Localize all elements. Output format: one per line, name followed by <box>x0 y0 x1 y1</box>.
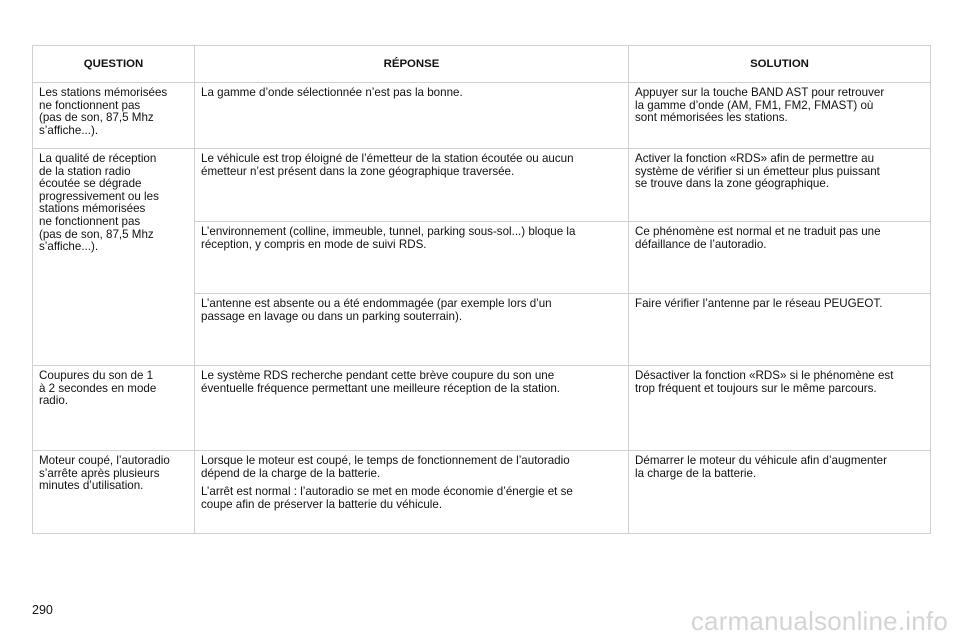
answer-cell <box>195 222 629 294</box>
solution-cell: Activer la fonction «RDS» afin de permettre au système de vérifier si un émetteur plus puissant se trouve dans la zone géographique. <box>629 149 931 222</box>
question-cell: La qualité de réception de la station radio écoutée se dégrade progressivement ou les stations mémorisées ne fonctionnent pas (pas de son, 87,5 Mhz s’affiche...). <box>33 149 195 366</box>
table-row <box>33 366 931 451</box>
solution-cell: Désactiver la fonction «RDS» si le phénomène est trop fréquent et toujours sur le même parcours. <box>629 366 931 451</box>
answer-cell <box>195 83 629 149</box>
solution-cell: Ce phénomène est normal et ne traduit pas une défaillance de l’autoradio. <box>629 222 931 294</box>
header-solution: SOLUTION <box>629 46 931 83</box>
table-row <box>33 451 931 534</box>
question-cell: Moteur coupé, l’autoradio s’arrête après plusieurs minutes d’utilisation. <box>33 451 195 534</box>
answer-text: Lorsque le moteur est coupé, le temps de fonctionnement de l’autoradio dépend de la charge de la batterie. <box>201 454 570 480</box>
table-header-row <box>33 46 931 83</box>
troubleshooting-table <box>32 45 931 534</box>
watermark-logo: carmanualsonline.info <box>690 606 948 636</box>
answer-cell <box>195 451 629 534</box>
header-question: QUESTION <box>33 46 195 83</box>
answer-cell <box>195 366 629 451</box>
solution-cell: Démarrer le moteur du véhicule afin d’augmenter la charge de la batterie. <box>629 451 931 534</box>
header-answer: RÉPONSE <box>195 46 629 83</box>
answer-cell <box>195 294 629 366</box>
solution-cell: Appuyer sur la touche BAND AST pour retrouver la gamme d’onde (AM, FM1, FM2, FMAST) où sont mémorisées les stations. <box>629 83 931 149</box>
answer-text: L’arrêt est normal : l’autoradio se met en mode économie d’énergie et se coupe afin de préserver la batterie du véhicule. <box>201 485 573 511</box>
question-cell: Les stations mémorisées ne fonctionnent pas (pas de son, 87,5 Mhz s’affiche...). <box>33 83 195 149</box>
answer-text: L’environnement (colline, immeuble, tunnel, parking sous-sol...) bloque la réception, y compris en mode de suivi RDS. <box>201 225 576 251</box>
answer-text: L’antenne est absente ou a été endommagée (par exemple lors d’un passage en lavage ou dans un parking souterrain). <box>201 297 552 323</box>
answer-text: Le véhicule est trop éloigné de l’émetteur de la station écoutée ou aucun émetteur n’est présent dans la zone géographique traversée. <box>201 152 574 178</box>
page-number: 290 <box>32 603 53 617</box>
solution-cell: Faire vérifier l’antenne par le réseau PEUGEOT. <box>629 294 931 366</box>
answer-text: Le système RDS recherche pendant cette brève coupure du son une éventuelle fréquence permettant une meilleure réception de la station. <box>201 369 560 395</box>
answer-text: La gamme d’onde sélectionnée n’est pas la bonne. <box>201 86 463 99</box>
table-row <box>33 83 931 149</box>
question-cell: Coupures du son de 1 à 2 secondes en mode radio. <box>33 366 195 451</box>
answer-cell <box>195 149 629 222</box>
table-row <box>33 149 931 222</box>
